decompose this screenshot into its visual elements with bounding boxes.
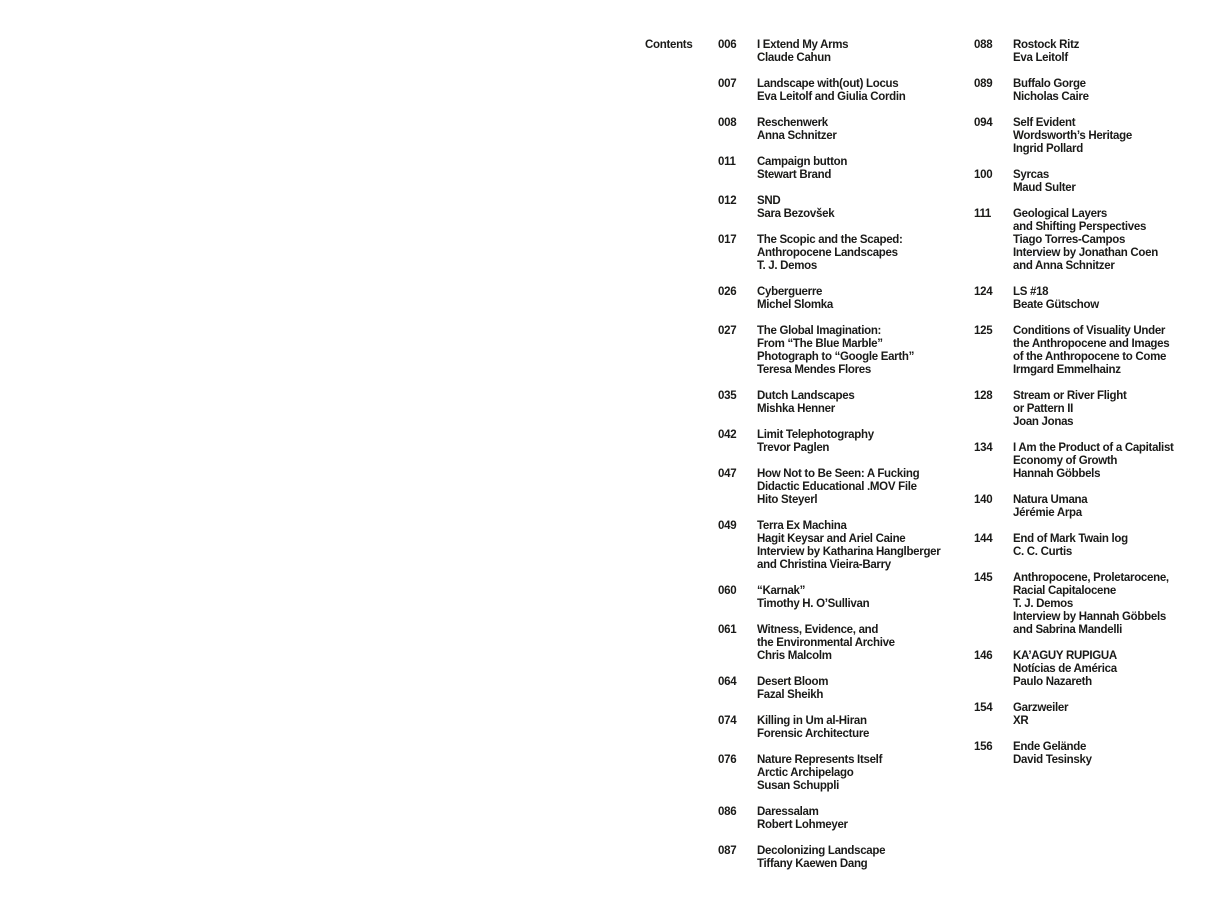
toc-page-number: 128 xyxy=(974,390,993,402)
toc-entry-line: Witness, Evidence, and xyxy=(757,624,879,636)
toc-entry-text xyxy=(757,286,833,312)
toc-page-number: 087 xyxy=(718,845,737,857)
toc-page-number: 088 xyxy=(974,39,993,51)
toc-entry-text xyxy=(1013,442,1174,481)
toc-entry xyxy=(718,520,968,572)
toc-entry-line: or Pattern II xyxy=(1013,403,1074,415)
toc-entry-line: The Global Imagination: xyxy=(757,325,882,337)
toc-entry-text xyxy=(1013,533,1128,559)
toc-page-number: 026 xyxy=(718,286,737,298)
toc-entry-line: Beate Gütschow xyxy=(1013,299,1099,311)
toc-page-number: 156 xyxy=(974,741,993,753)
toc-page-number: 144 xyxy=(974,533,993,545)
toc-entry-line: Jérémie Arpa xyxy=(1013,507,1082,519)
toc-entry-line: LS #18 xyxy=(1013,286,1049,298)
toc-entry-line: Michel Slomka xyxy=(757,299,833,311)
toc-entry-text xyxy=(757,117,837,143)
toc-entry-text xyxy=(757,468,919,507)
toc-entry-line: Interview by Katharina Hanglberger xyxy=(757,546,941,558)
toc-entry xyxy=(718,156,968,182)
toc-entry-line: Fazal Sheikh xyxy=(757,689,824,701)
toc-entry xyxy=(974,650,1224,689)
toc-entry-line: Anthropocene Landscapes xyxy=(757,247,898,259)
toc-entry-line: Stewart Brand xyxy=(757,169,832,181)
toc-entry-text xyxy=(757,195,834,221)
toc-page-number: 047 xyxy=(718,468,737,480)
toc-entry-line: Teresa Mendes Flores xyxy=(757,364,871,376)
toc-entry-line: Cyberguerre xyxy=(757,286,823,298)
toc-entry-line: Reschenwerk xyxy=(757,117,828,129)
toc-column-left xyxy=(718,39,968,884)
toc-page-number: 134 xyxy=(974,442,993,454)
toc-entry-line: Landscape with(out) Locus xyxy=(757,78,899,90)
toc-page-number: 060 xyxy=(718,585,737,597)
toc-entry-line: The Scopic and the Scaped: xyxy=(757,234,903,246)
toc-entry xyxy=(718,806,968,832)
toc-entry-line: End of Mark Twain log xyxy=(1013,533,1128,545)
toc-page-number: 042 xyxy=(718,429,737,441)
toc-entry-text xyxy=(757,39,848,65)
toc-entry xyxy=(974,286,1224,312)
toc-entry-text xyxy=(757,806,848,832)
toc-entry-line: Timothy H. O’Sullivan xyxy=(757,598,870,610)
toc-entry xyxy=(718,39,968,65)
toc-entry-line: Nicholas Caire xyxy=(1013,91,1089,103)
toc-entry xyxy=(974,494,1224,520)
toc-entry-line: Arctic Archipelago xyxy=(757,767,854,779)
toc-entry-text xyxy=(1013,169,1076,195)
toc-entry-line: Campaign button xyxy=(757,156,848,168)
toc-entry xyxy=(974,78,1224,104)
toc-entry-line: the Anthropocene and Images xyxy=(1013,338,1170,350)
toc-entry-line: Economy of Growth xyxy=(1013,455,1118,467)
toc-entry-line: Terra Ex Machina xyxy=(757,520,847,532)
toc-entry-line: David Tesinsky xyxy=(1013,754,1092,766)
toc-entry-line: Chris Malcolm xyxy=(757,650,832,662)
toc-entry-line: Eva Leitolf xyxy=(1013,52,1068,64)
toc-entry-line: SND xyxy=(757,195,781,207)
toc-entry xyxy=(718,195,968,221)
toc-page-number: 100 xyxy=(974,169,993,181)
toc-entry-line: Joan Jonas xyxy=(1013,416,1074,428)
toc-page-number: 011 xyxy=(718,156,736,168)
toc-page-number: 035 xyxy=(718,390,737,402)
toc-column-right xyxy=(974,39,1224,780)
toc-entry-text xyxy=(1013,286,1099,312)
toc-entry-line: Tiago Torres-Campos xyxy=(1013,234,1126,246)
toc-entry xyxy=(974,533,1224,559)
toc-entry-line: Susan Schuppli xyxy=(757,780,840,792)
toc-entry xyxy=(718,754,968,793)
toc-entry-line: and Anna Schnitzer xyxy=(1013,260,1115,272)
toc-entry-line: Anthropocene, Proletarocene, xyxy=(1013,572,1169,584)
toc-entry-line: Eva Leitolf and Giulia Cordin xyxy=(757,91,906,103)
toc-entry-line: C. C. Curtis xyxy=(1013,546,1073,558)
toc-entry-line: Conditions of Visuality Under xyxy=(1013,325,1166,337)
toc-entry-line: Claude Cahun xyxy=(757,52,831,64)
toc-entry xyxy=(974,117,1224,156)
toc-entry xyxy=(974,741,1224,767)
toc-entry xyxy=(718,429,968,455)
toc-entry-line: and Shifting Perspectives xyxy=(1013,221,1147,233)
toc-entry-text xyxy=(1013,702,1068,728)
toc-entry-line: T. J. Demos xyxy=(757,260,817,272)
toc-entry xyxy=(718,676,968,702)
toc-entry-text xyxy=(757,325,914,377)
toc-entry-line: Ende Gelände xyxy=(1013,741,1087,753)
toc-entry-line: Racial Capitalocene xyxy=(1013,585,1116,597)
toc-entry xyxy=(718,715,968,741)
toc-entry xyxy=(974,169,1224,195)
toc-entry xyxy=(974,702,1224,728)
toc-entry-text xyxy=(757,78,905,104)
toc-entry-line: Interview by Hannah Göbbels xyxy=(1013,611,1166,623)
toc-entry xyxy=(718,234,968,273)
toc-entry-text xyxy=(1013,650,1117,689)
toc-entry-text xyxy=(757,390,854,416)
toc-entry-line: Ingrid Pollard xyxy=(1013,143,1083,155)
toc-entry-line: Didactic Educational .MOV File xyxy=(757,481,917,493)
toc-entry-line: Hito Steyerl xyxy=(757,494,818,506)
toc-entry-text xyxy=(757,715,869,741)
toc-entry-line: Stream or River Flight xyxy=(1013,390,1127,402)
toc-entry-text xyxy=(757,585,869,611)
toc-entry-line: Hagit Keysar and Ariel Caine xyxy=(757,533,906,545)
toc-page-number: 124 xyxy=(974,286,993,298)
toc-page-number: 086 xyxy=(718,806,737,818)
toc-entry xyxy=(974,442,1224,481)
toc-entry xyxy=(974,39,1224,65)
toc-page-number: 154 xyxy=(974,702,993,714)
toc-entry-line: Dutch Landscapes xyxy=(757,390,855,402)
toc-entry-line: Wordsworth’s Heritage xyxy=(1013,130,1132,142)
toc-entry-line: Mishka Henner xyxy=(757,403,835,415)
toc-entry-text xyxy=(1013,390,1127,429)
toc-entry-line: Irmgard Emmelhainz xyxy=(1013,364,1121,376)
toc-entry xyxy=(974,572,1224,637)
toc-entry-line: Rostock Ritz xyxy=(1013,39,1080,51)
toc-page-number: 145 xyxy=(974,572,993,584)
toc-entry-text xyxy=(757,845,885,871)
toc-page-number: 140 xyxy=(974,494,993,506)
toc-entry xyxy=(974,325,1224,377)
toc-entry-line: Hannah Göbbels xyxy=(1013,468,1101,480)
toc-page-number: 089 xyxy=(974,78,993,90)
toc-page-number: 094 xyxy=(974,117,993,129)
toc-page-number: 027 xyxy=(718,325,737,337)
toc-page-number: 125 xyxy=(974,325,993,337)
toc-entry-line: T. J. Demos xyxy=(1013,598,1073,610)
toc-entry-line: I Am the Product of a Capitalist xyxy=(1013,442,1174,454)
toc-page-number: 146 xyxy=(974,650,993,662)
toc-entry-text xyxy=(1013,741,1092,767)
toc-page-number: 076 xyxy=(718,754,737,766)
toc-entry-text xyxy=(757,234,903,273)
toc-entry xyxy=(718,286,968,312)
toc-entry-line: Notícias de América xyxy=(1013,663,1117,675)
toc-entry-line: Killing in Um al-Hiran xyxy=(757,715,867,727)
toc-entry xyxy=(718,624,968,663)
toc-entry-line: Robert Lohmeyer xyxy=(757,819,848,831)
toc-entry-line: “Karnak” xyxy=(757,585,806,597)
toc-entry-text xyxy=(757,676,828,702)
toc-entry xyxy=(718,585,968,611)
toc-entry-text xyxy=(1013,78,1089,104)
toc-entry-line: XR xyxy=(1013,715,1029,727)
toc-entry-line: Natura Umana xyxy=(1013,494,1088,506)
contents-heading: Contents xyxy=(645,39,693,51)
toc-entry-line: Maud Sulter xyxy=(1013,182,1076,194)
toc-page-number: 006 xyxy=(718,39,737,51)
toc-entry-line: Syrcas xyxy=(1013,169,1049,181)
toc-entry-line: Paulo Nazareth xyxy=(1013,676,1092,688)
toc-entry-line: and Christina Vieira-Barry xyxy=(757,559,891,571)
toc-entry-line: Photograph to “Google Earth” xyxy=(757,351,915,363)
toc-entry-line: From “The Blue Marble” xyxy=(757,338,883,350)
toc-entry-line: Tiffany Kaewen Dang xyxy=(757,858,868,870)
toc-entry-line: Forensic Architecture xyxy=(757,728,870,740)
toc-entry-line: Nature Represents Itself xyxy=(757,754,883,766)
toc-entry-line: the Environmental Archive xyxy=(757,637,895,649)
toc-entry-line: Garzweiler xyxy=(1013,702,1069,714)
toc-entry-text xyxy=(757,429,874,455)
toc-page-number: 061 xyxy=(718,624,737,636)
toc-entry xyxy=(974,390,1224,429)
toc-page-number: 007 xyxy=(718,78,737,90)
toc-page-number: 111 xyxy=(974,208,992,220)
toc-entry-line: Self Evident xyxy=(1013,117,1076,129)
toc-entry-line: Buffalo Gorge xyxy=(1013,78,1086,90)
toc-page-number: 064 xyxy=(718,676,737,688)
toc-entry-text xyxy=(1013,572,1169,637)
toc-entry-text xyxy=(1013,325,1169,377)
toc-entry-text xyxy=(1013,208,1158,273)
toc-page-number: 049 xyxy=(718,520,737,532)
toc-entry-text xyxy=(757,156,847,182)
toc-entry-text xyxy=(1013,117,1132,156)
toc-entry-text xyxy=(757,624,895,663)
toc-entry-line: Geological Layers xyxy=(1013,208,1107,220)
toc-entry-line: and Sabrina Mandelli xyxy=(1013,624,1123,636)
toc-page-number: 017 xyxy=(718,234,737,246)
toc-entry-line: Anna Schnitzer xyxy=(757,130,837,142)
toc-entry-text xyxy=(1013,39,1079,65)
toc-entry xyxy=(718,468,968,507)
toc-entry xyxy=(718,845,968,871)
toc-entry xyxy=(718,325,968,377)
toc-entry-line: of the Anthropocene to Come xyxy=(1013,351,1167,363)
toc-entry-line: Limit Telephotography xyxy=(757,429,874,441)
toc-entry-text xyxy=(757,520,940,572)
toc-entry-text xyxy=(1013,494,1087,520)
toc-page-number: 008 xyxy=(718,117,737,129)
toc-entry-line: KA’AGUY RUPIGUA xyxy=(1013,650,1117,662)
toc-entry-line: Decolonizing Landscape xyxy=(757,845,886,857)
toc-entry-line: Desert Bloom xyxy=(757,676,829,688)
toc-entry-line: Interview by Jonathan Coen xyxy=(1013,247,1158,259)
toc-entry xyxy=(718,78,968,104)
toc-entry xyxy=(718,390,968,416)
toc-page-number: 074 xyxy=(718,715,737,727)
toc-entry-line: Trevor Paglen xyxy=(757,442,830,454)
toc-entry-line: I Extend My Arms xyxy=(757,39,849,51)
toc-entry xyxy=(974,208,1224,273)
toc-entry-line: How Not to Be Seen: A Fucking xyxy=(757,468,920,480)
toc-entry-text xyxy=(757,754,882,793)
toc-entry-line: Daressalam xyxy=(757,806,819,818)
toc-entry xyxy=(718,117,968,143)
toc-page-number: 012 xyxy=(718,195,737,207)
toc-entry-line: Sara Bezovšek xyxy=(757,208,835,220)
